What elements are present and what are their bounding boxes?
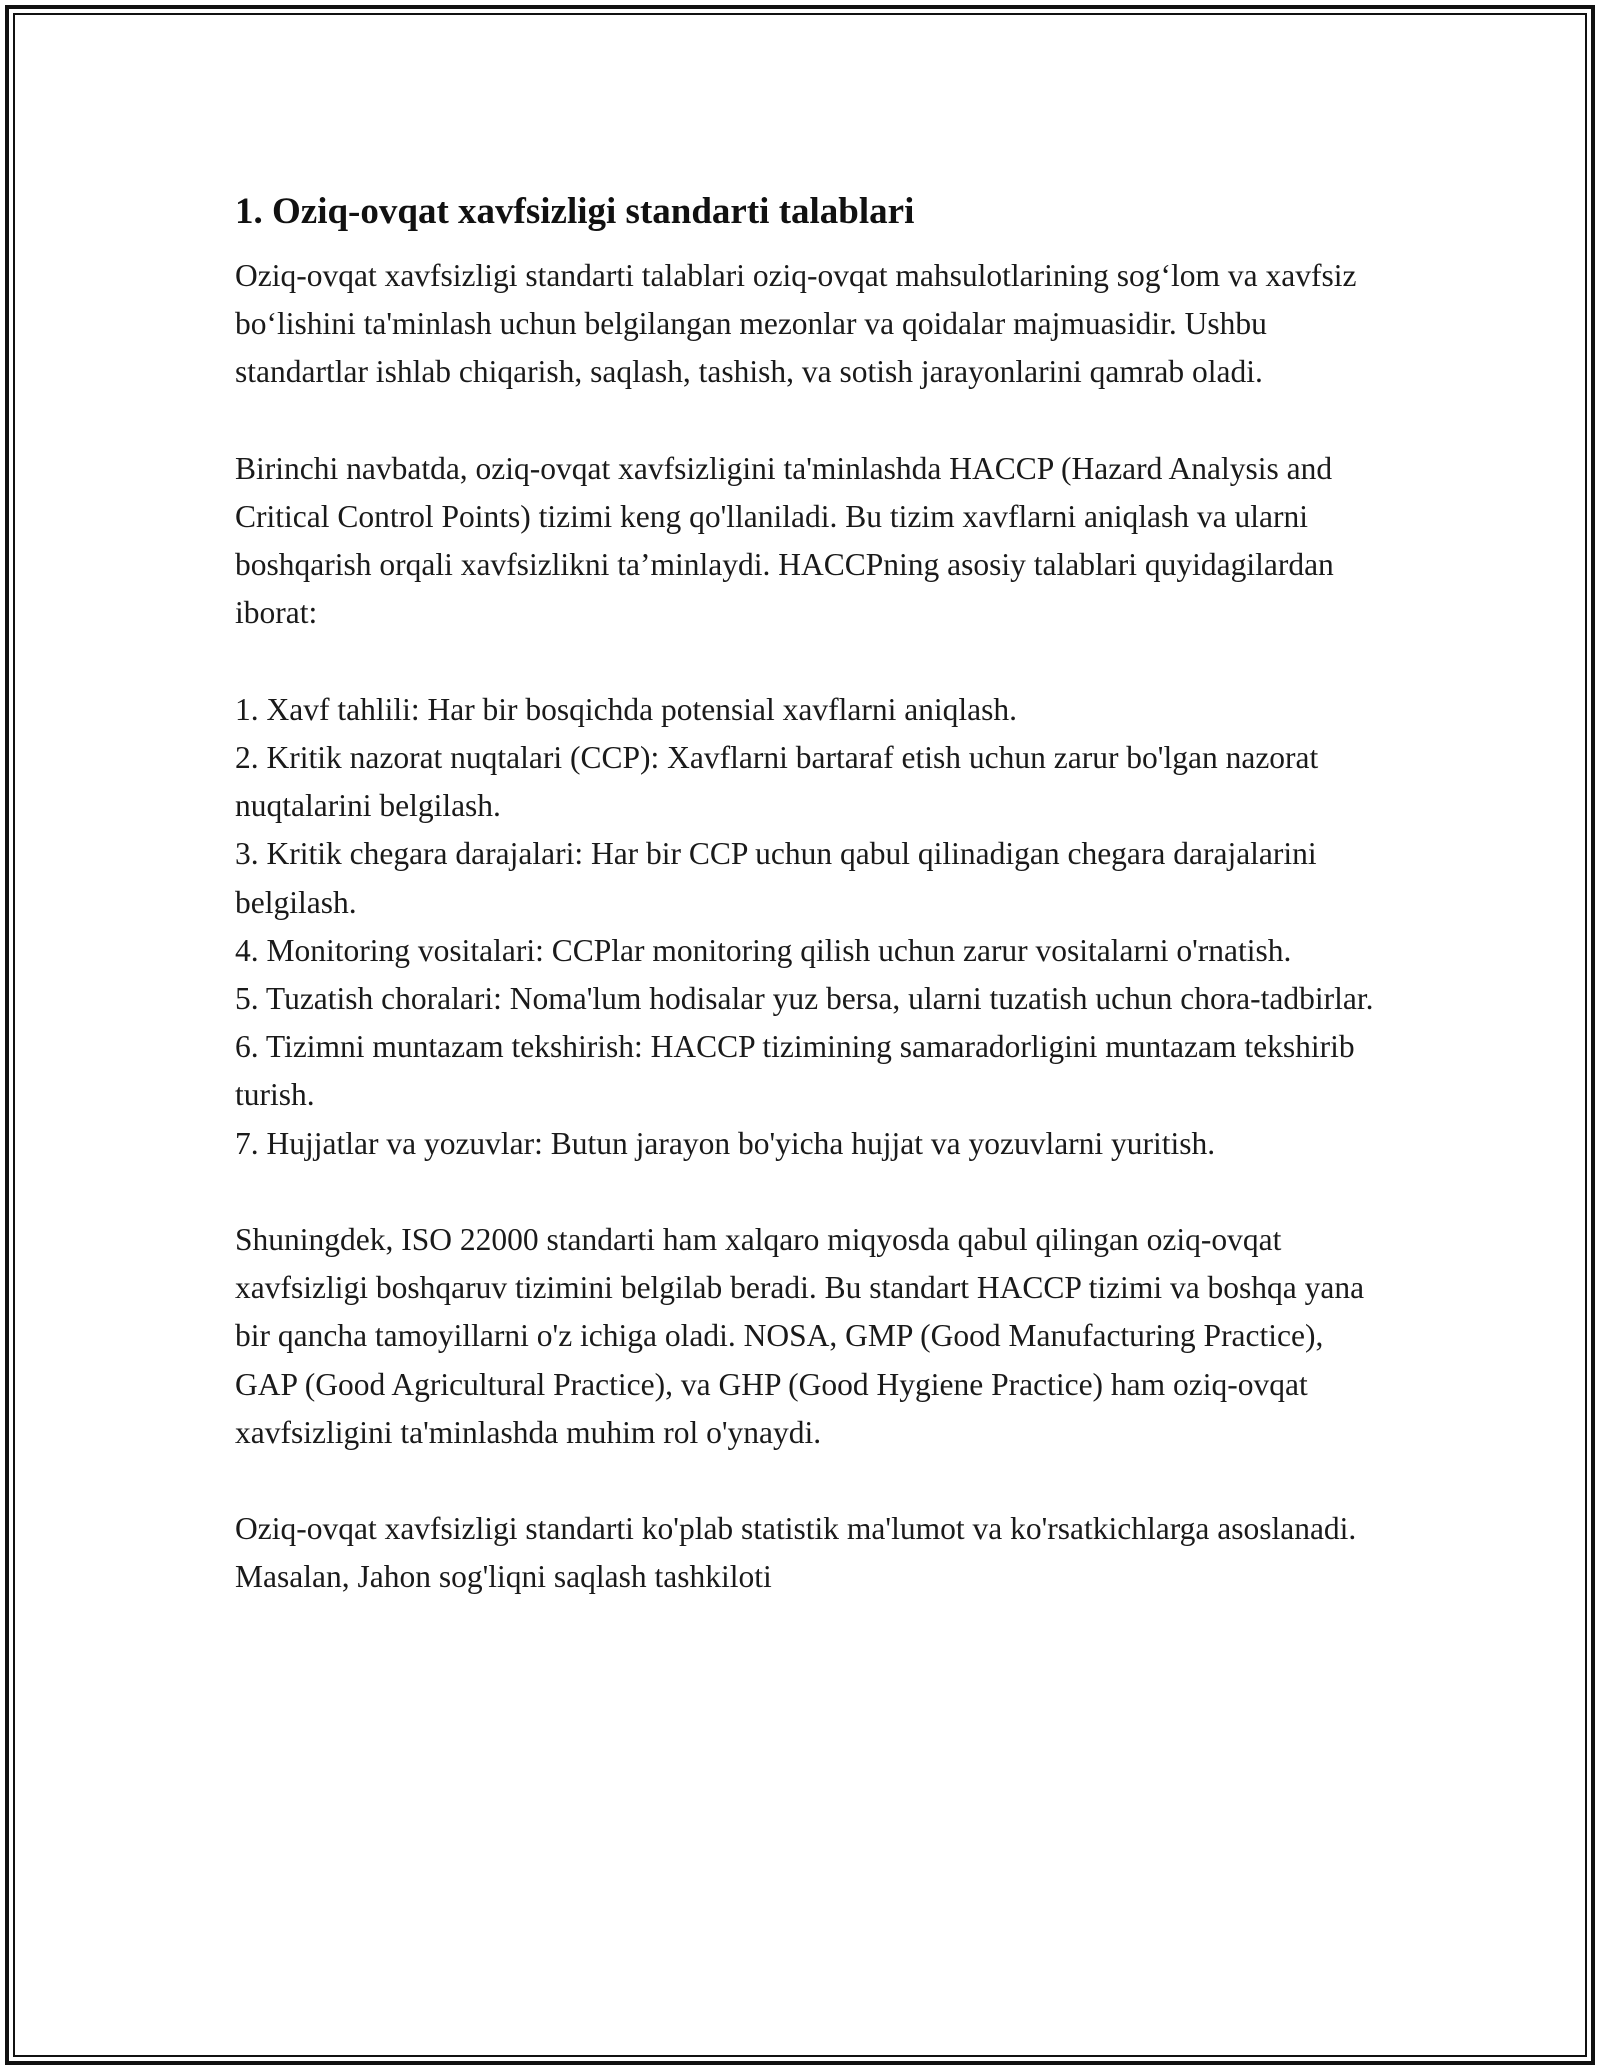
haccp-intro-paragraph: Birinchi navbatda, oziq-ovqat xavfsizligini ta'minlashda HACCP (Hazard Analysis and Critical Control Points) tizimi keng qo'llaniladi. Bu tizim xavflarni aniqlash va ularni boshqarish orqali xavfsizlikni ta’minlaydi. HACCPning asosiy talablari quyidagilardan iborat: <box>235 450 1334 631</box>
iso-paragraph: Shuningdek, ISO 22000 standarti ham xalqaro miqyosda qabul qilingan oziq-ovqat xavfsizligi boshqaruv tizimini belgilab beradi. Bu standart HACCP tizimi va boshqa yana bir qancha tamoyillarni o'z ichiga oladi. NOSA, GMP (Good Manufacturing Practice), GAP (Good Agricultural Practice), va GHP (Good Hygiene Practice) ham oziq-ovqat xavfsizligini ta'minlashda muhim rol o'ynaydi. <box>235 1222 1365 1450</box>
section-title: 1. Oziq-ovqat xavfsizligi standarti talablari <box>235 191 915 232</box>
paragraph-gap <box>235 1457 1375 1505</box>
paragraph-gap <box>235 638 1375 686</box>
paragraph-gap <box>235 397 1375 445</box>
intro-paragraph: Oziq-ovqat xavfsizligi standarti talablari oziq-ovqat mahsulotlarining sog‘lom va xavfsiz bo‘lishini ta'minlash uchun belgilangan mezonlar va qoidalar majmuasidir. Ushbu standartlar ishlab chiqarish, saqlash, tashish, va sotish jarayonlarini qamrab oladi. <box>235 258 1357 390</box>
list-item: 6. Tizimni muntazam tekshirish: HACCP tizimining samaradorligini muntazam tekshirib turish. <box>235 1029 1355 1113</box>
haccp-requirements-list <box>235 686 1375 1168</box>
stats-paragraph: Oziq-ovqat xavfsizligi standarti ko'plab statistik ma'lumot va ko'rsatkichlarga asoslanadi. Masalan, Jahon sog'liqni saqlash tashkiloti <box>235 1511 1357 1595</box>
list-item: 1. Xavf tahlili: Har bir bosqichda potensial xavflarni aniqlash. <box>235 691 1018 727</box>
list-item: 2. Kritik nazorat nuqtalari (CCP): Xavflarni bartaraf etish uchun zarur bo'lgan nazorat nuqtalarini belgilash. <box>235 740 1319 824</box>
list-item: 7. Hujjatlar va yozuvlar: Butun jarayon bo'yicha hujjat va yozuvlarni yuritish. <box>235 1125 1216 1161</box>
list-item: 3. Kritik chegara darajalari: Har bir CCP uchun qabul qilinadigan chegara darajalarini belgilash. <box>235 836 1317 920</box>
list-item: 4. Monitoring vositalari: CCPlar monitoring qilish uchun zarur vositalarni o'rnatish. <box>235 932 1292 968</box>
document-body <box>235 188 1375 1602</box>
paragraph-gap <box>235 1168 1375 1216</box>
list-item: 5. Tuzatish choralari: Noma'lum hodisalar yuz bersa, ularni tuzatish uchun chora-tadbirlar. <box>235 981 1374 1017</box>
